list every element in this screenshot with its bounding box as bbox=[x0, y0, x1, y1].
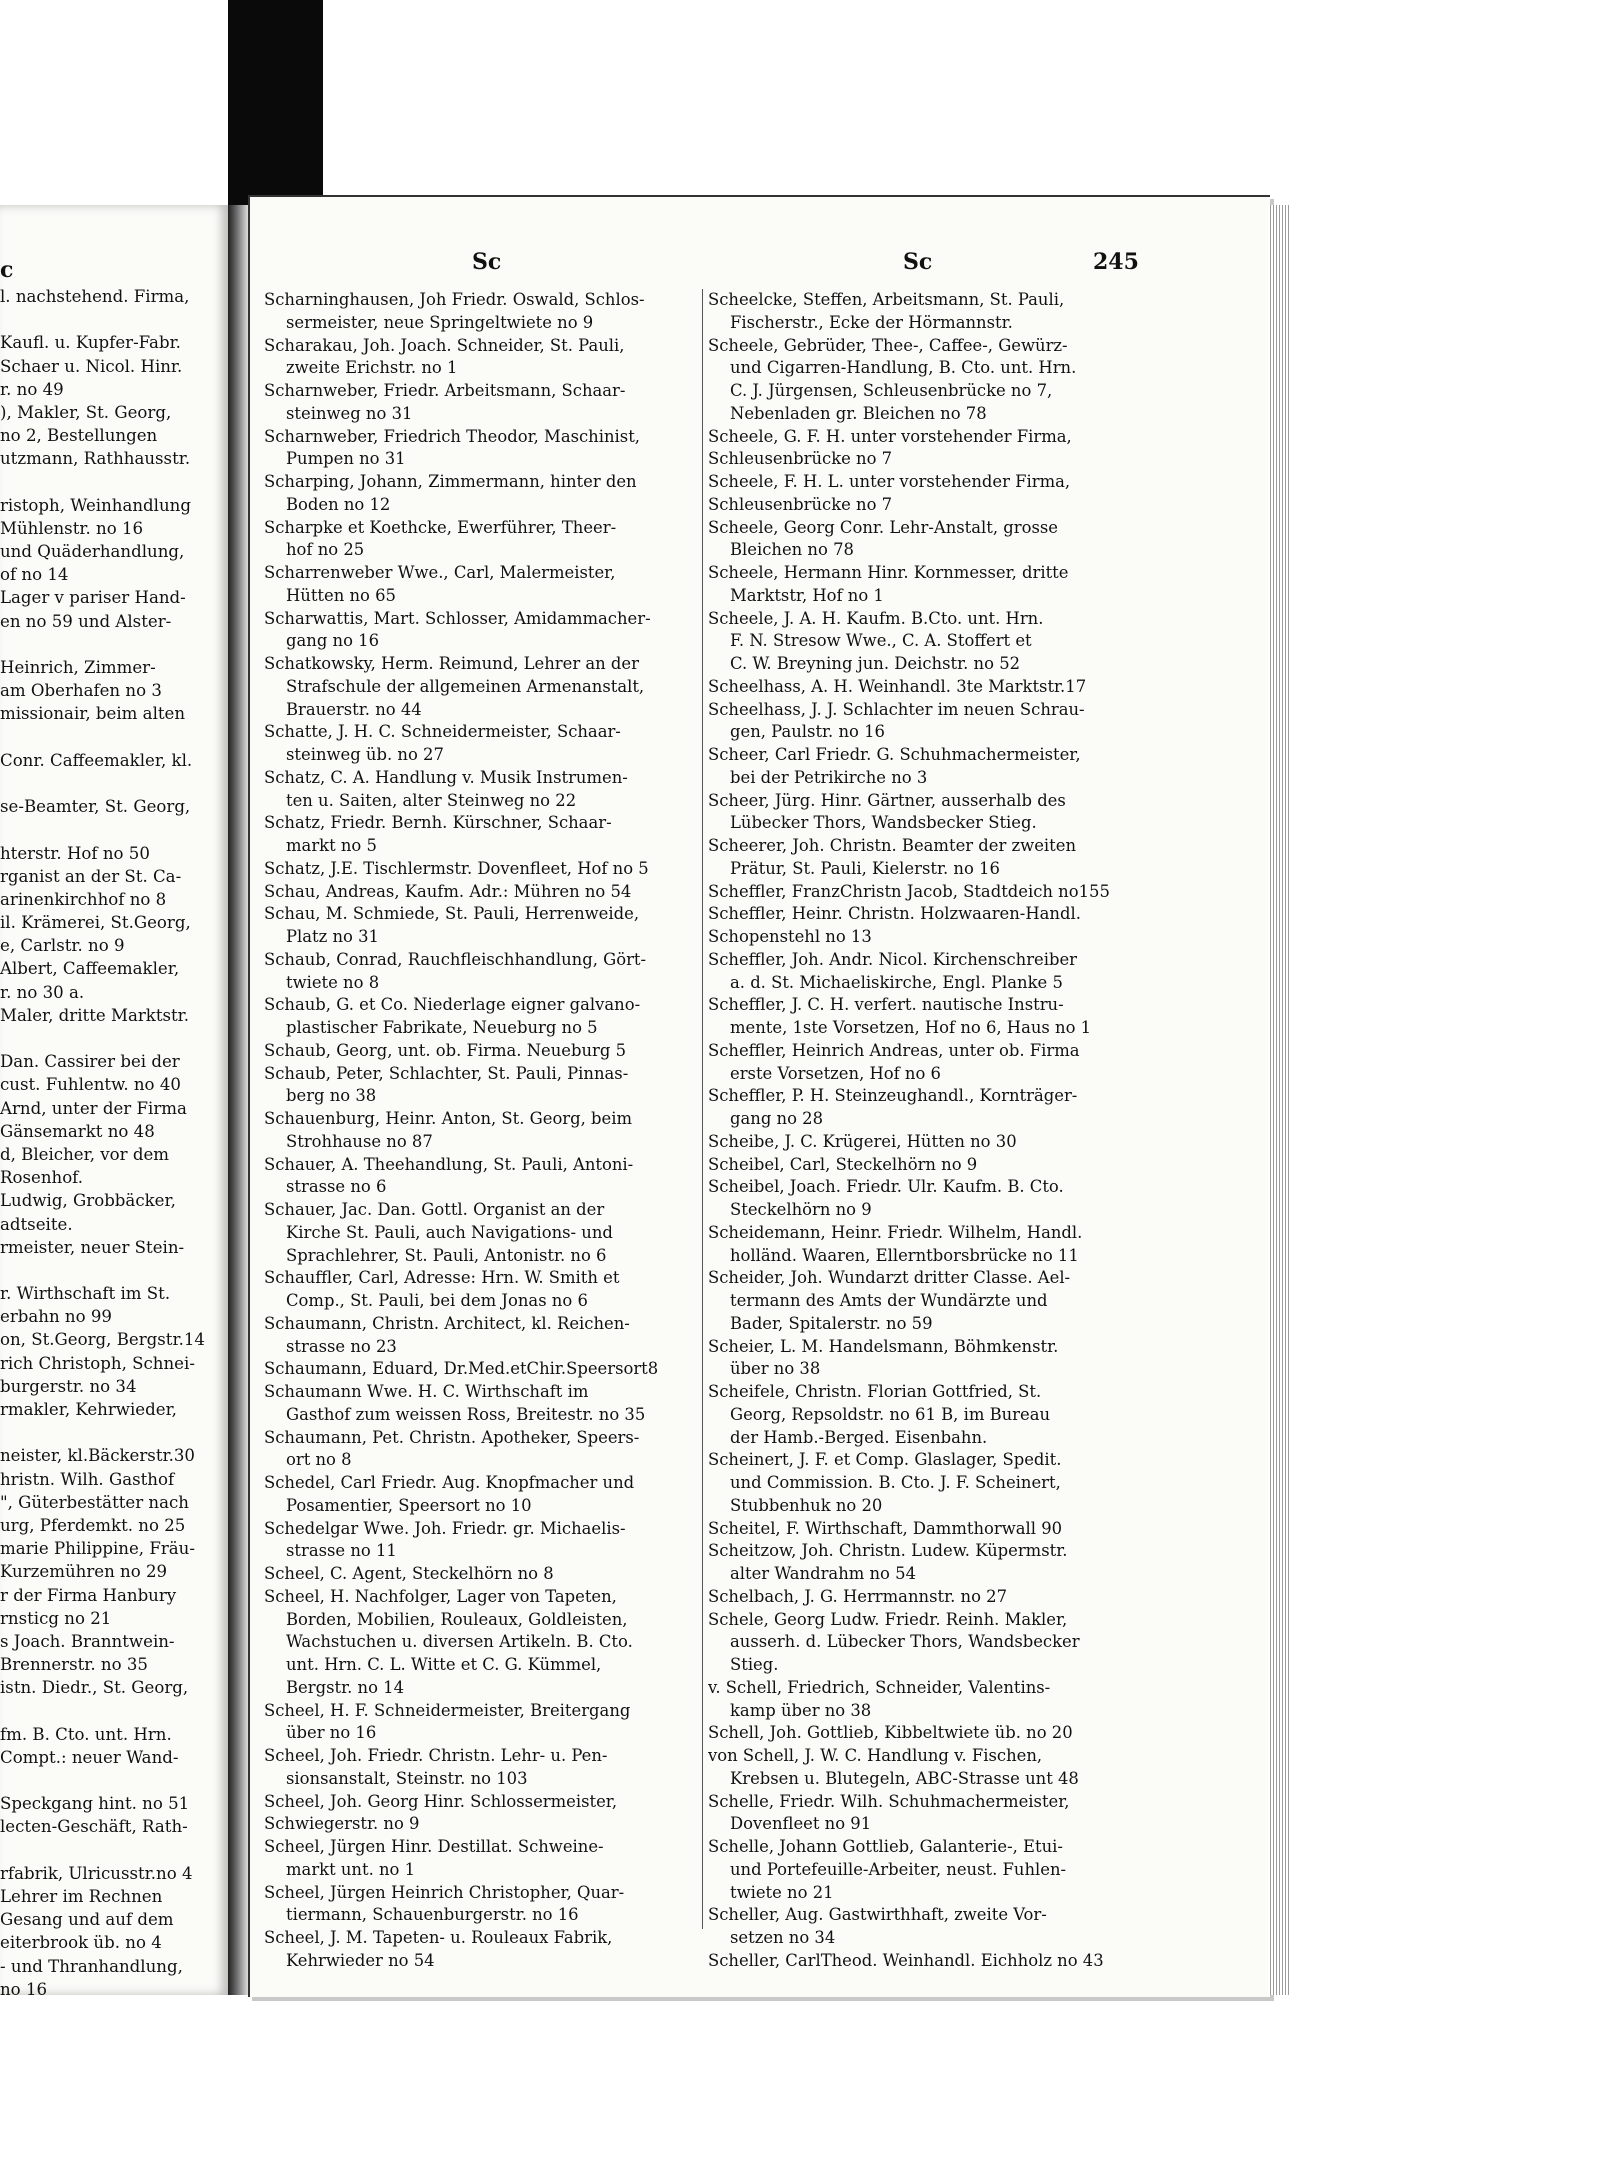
left-page-line bbox=[0, 308, 216, 331]
left-page-line: rmakler, Kehrwieder, bbox=[0, 1400, 177, 1419]
entry-line: Strohhause no 87 bbox=[286, 1131, 433, 1151]
entry-line: Schell, Joh. Gottlieb, Kibbeltwiete üb. no 20 bbox=[708, 1723, 1073, 1743]
entry-line: Scheel, H. Nachfolger, Lager von Tapeten, bbox=[264, 1586, 617, 1606]
entry-line: Brauerstr. no 44 bbox=[286, 699, 422, 719]
left-page-line bbox=[0, 818, 216, 841]
entry-line: Scheller, CarlTheod. Weinhandl. Eichholz no 43 bbox=[708, 1950, 1104, 1970]
left-page-line: on, St.Georg, Bergstr.14 bbox=[0, 1330, 205, 1350]
entry-line: Scharnweber, Friedr. Arbeitsmann, Schaar- bbox=[264, 381, 626, 400]
entry-line: Scheibel, Joach. Friedr. Ulr. Kaufm. B. Cto. bbox=[708, 1177, 1064, 1197]
entry-line: F. N. Stresow Wwe., C. A. Stoffert et bbox=[730, 631, 1032, 651]
entry-line: Schaub, Georg, unt. ob. Firma. Neueburg 5 bbox=[264, 1040, 627, 1060]
entry-line: Schelle, Friedr. Wilh. Schuhmachermeister, bbox=[708, 1791, 1070, 1811]
left-page-line: istn. Diedr., St. Georg, bbox=[0, 1678, 189, 1698]
entry-line: und Commission. B. Cto. J. F. Scheinert, bbox=[730, 1473, 1061, 1492]
left-page-text bbox=[0, 285, 216, 2001]
left-page-line: il. Krämerei, St.Georg, bbox=[0, 913, 191, 933]
left-page-line: rich Christoph, Schnei- bbox=[0, 1353, 195, 1373]
entry-line: Scheelhass, J. J. Schlachter im neuen Schrau- bbox=[708, 699, 1085, 719]
header-letters-left: Sc bbox=[472, 249, 502, 275]
left-page-line: lecten-Geschäft, Rath- bbox=[0, 1817, 188, 1837]
entry-line: Scheel, Jürgen Hinr. Destillat. Schweine- bbox=[264, 1837, 604, 1856]
entry-line: Scharrenweber Wwe., Carl, Malermeister, bbox=[264, 563, 616, 582]
left-page-line: Mühlenstr. no 16 bbox=[0, 518, 144, 538]
entry-line: Schele, Georg Ludw. Friedr. Reinh. Makler, bbox=[708, 1609, 1068, 1629]
left-page-line: r der Firma Hanbury bbox=[0, 1585, 177, 1605]
entry-line: Scheibe, J. C. Krügerei, Hütten no 30 bbox=[708, 1131, 1017, 1151]
left-page-line: ristoph, Weinhandlung bbox=[0, 495, 191, 515]
left-page-line: rfabrik, Ulricusstr.no 4 bbox=[0, 1863, 193, 1883]
entry-line: und Cigarren-Handlung, B. Cto. unt. Hrn. bbox=[730, 358, 1077, 378]
entry-line: Scheerer, Joh. Christn. Beamter der zweiten bbox=[708, 836, 1076, 855]
left-page-line bbox=[0, 1027, 216, 1050]
entry-line: mente, 1ste Vorsetzen, Hof no 6, Haus no 1 bbox=[730, 1018, 1092, 1037]
entry-line: Hütten no 65 bbox=[286, 585, 396, 605]
left-page-line: erbahn no 99 bbox=[0, 1307, 112, 1327]
left-page-line: Ludwig, Grobbäcker, bbox=[0, 1191, 176, 1211]
left-page-line: Brennerstr. no 35 bbox=[0, 1655, 148, 1675]
entry-line: Scheidemann, Heinr. Friedr. Wilhelm, Handl. bbox=[708, 1222, 1083, 1242]
entry-line: Scheider, Joh. Wundarzt dritter Classe. Ael- bbox=[708, 1268, 1071, 1288]
entry-line: Scheel, J. M. Tapeten- u. Rouleaux Fabrik, bbox=[264, 1928, 613, 1947]
entry-line: strasse no 11 bbox=[286, 1541, 397, 1561]
entry-line: Scheer, Jürg. Hinr. Gärtner, ausserhalb des bbox=[708, 790, 1066, 810]
left-page-line: Gänsemarkt no 48 bbox=[0, 1121, 155, 1141]
left-page-line: adtseite. bbox=[0, 1214, 73, 1234]
entry-line: der Hamb.-Berged. Eisenbahn. bbox=[730, 1427, 988, 1447]
entry-line: Schleusenbrücke no 7 bbox=[708, 494, 893, 514]
entry-line: Bleichen no 78 bbox=[730, 540, 854, 560]
left-page-line: Heinrich, Zimmer- bbox=[0, 658, 156, 677]
left-page-line: utzmann, Rathhausstr. bbox=[0, 449, 191, 469]
left-page-line: rganist an der St. Ca- bbox=[0, 866, 182, 886]
entry-line: steinweg no 31 bbox=[286, 403, 413, 423]
left-page-line bbox=[0, 633, 216, 656]
left-page-line bbox=[0, 1769, 216, 1792]
left-page-line: arinenkirchhof no 8 bbox=[0, 889, 167, 909]
entry-line: Schedelgar Wwe. Joh. Friedr. gr. Michaelis- bbox=[264, 1518, 626, 1538]
entry-line: termann des Amts der Wundärzte und bbox=[730, 1291, 1048, 1310]
entry-line: gen, Paulstr. no 16 bbox=[730, 722, 885, 742]
left-page-line: am Oberhafen no 3 bbox=[0, 681, 162, 701]
entry-line: Scheinert, J. F. et Comp. Glaslager, Spedit. bbox=[708, 1450, 1062, 1470]
right-page bbox=[248, 195, 1270, 1997]
entry-line: Kehrwieder no 54 bbox=[286, 1950, 435, 1970]
left-page-line: r. Wirthschaft im St. bbox=[0, 1284, 171, 1304]
left-page-line: rmeister, neuer Stein- bbox=[0, 1237, 185, 1257]
entry-line: gang no 16 bbox=[286, 631, 380, 651]
entry-line: Scheier, L. M. Handelsmann, Böhmkenstr. bbox=[708, 1336, 1059, 1356]
left-page-line: Kaufl. u. Kupfer-Fabr. bbox=[0, 333, 181, 353]
entry-line: Scheel, Joh. Georg Hinr. Schlossermeister, bbox=[264, 1791, 618, 1811]
entry-line: Gasthof zum weissen Ross, Breitestr. no 35 bbox=[286, 1404, 646, 1424]
left-page-line bbox=[0, 772, 216, 795]
entry-line: ausserh. d. Lübecker Thors, Wandsbecker bbox=[730, 1632, 1080, 1652]
entry-line: Schau, M. Schmiede, St. Pauli, Herrenweide, bbox=[264, 904, 640, 924]
left-page-line: ), Makler, St. Georg, bbox=[0, 402, 172, 422]
entry-line: Scheffler, FranzChristn Jacob, Stadtdeich no155 bbox=[708, 881, 1110, 901]
entry-line: Schelbach, J. G. Herrmannstr. no 27 bbox=[708, 1586, 1008, 1606]
entry-line: Schaumann Wwe. H. C. Wirthschaft im bbox=[264, 1382, 589, 1401]
entry-line: von Schell, J. W. C. Handlung v. Fischen, bbox=[708, 1746, 1043, 1765]
entry-line: Scheele, Georg Conr. Lehr-Anstalt, grosse bbox=[708, 517, 1058, 537]
entry-line: Scheifele, Christn. Florian Gottfried, St. bbox=[708, 1382, 1042, 1401]
left-page-line: Schaer u. Nicol. Hinr. bbox=[0, 356, 183, 376]
left-page-line: Lager v pariser Hand- bbox=[0, 588, 186, 608]
entry-line: Scheelcke, Steffen, Arbeitsmann, St. Pauli, bbox=[708, 290, 1065, 309]
left-page-line: Albert, Caffeemakler, bbox=[0, 959, 180, 979]
entry-line: Schleusenbrücke no 7 bbox=[708, 449, 893, 469]
left-page-line: of no 14 bbox=[0, 565, 69, 585]
entry-line: Scharpke et Koethcke, Ewerführer, Theer- bbox=[264, 517, 617, 537]
entry-line: C. J. Jürgensen, Schleusenbrücke no 7, bbox=[730, 381, 1053, 400]
entry-line: Dovenfleet no 91 bbox=[730, 1814, 872, 1834]
entry-line: über no 16 bbox=[286, 1723, 377, 1743]
entry-line: Nebenladen gr. Bleichen no 78 bbox=[730, 403, 987, 423]
left-page-line: urg, Pferdemkt. no 25 bbox=[0, 1515, 186, 1535]
entry-line: berg no 38 bbox=[286, 1086, 377, 1106]
entry-line: strasse no 6 bbox=[286, 1177, 387, 1197]
entry-line: bei der Petrikirche no 3 bbox=[730, 767, 928, 787]
entry-line: Scharping, Johann, Zimmermann, hinter den bbox=[264, 472, 637, 491]
entry-line: Platz no 31 bbox=[286, 927, 379, 946]
entry-line: Scheelhass, A. H. Weinhandl. 3te Marktstr.17 bbox=[708, 676, 1087, 696]
header-letters-right: Sc bbox=[903, 249, 933, 275]
entry-line: Scheffler, Heinr. Christn. Holzwaaren-Handl. bbox=[708, 904, 1081, 924]
left-page-line: no 16 bbox=[0, 1979, 48, 1999]
entry-line: und Portefeuille-Arbeiter, neust. Fuhlen- bbox=[730, 1859, 1067, 1879]
entry-line: erste Vorsetzen, Hof no 6 bbox=[730, 1063, 941, 1083]
entry-line: Scheel, C. Agent, Steckelhörn no 8 bbox=[264, 1564, 554, 1583]
entry-line: Fischerstr., Ecke der Hörmannstr. bbox=[730, 312, 1013, 332]
entry-line: Schauer, A. Theehandlung, St. Pauli, Antoni- bbox=[264, 1154, 634, 1174]
entry-line: Schatte, J. H. C. Schneidermeister, Schaar- bbox=[264, 722, 621, 742]
left-page-line: Arnd, unter der Firma bbox=[0, 1098, 187, 1118]
entry-line: tiermann, Schauenburgerstr. no 16 bbox=[286, 1905, 579, 1925]
entry-line: Marktstr, Hof no 1 bbox=[730, 585, 884, 605]
entry-line: Scheitel, F. Wirthschaft, Dammthorwall 90 bbox=[708, 1518, 1063, 1538]
left-page-line: r. no 30 a. bbox=[0, 982, 85, 1002]
entry-line: Schauffler, Carl, Adresse: Hrn. W. Smith et bbox=[264, 1268, 620, 1288]
entry-line: Prätur, St. Pauli, Kielerstr. no 16 bbox=[730, 858, 1000, 878]
left-page bbox=[0, 205, 228, 1999]
entry-line: Borden, Mobilien, Rouleaux, Goldleisten, bbox=[286, 1609, 628, 1629]
entry-line: sionsanstalt, Steinstr. no 103 bbox=[286, 1768, 528, 1788]
gutter-shadow bbox=[228, 205, 248, 1995]
page-edges bbox=[1268, 205, 1290, 1995]
left-page-line: burgerstr. no 34 bbox=[0, 1376, 137, 1396]
left-page-line: rnsticg no 21 bbox=[0, 1608, 112, 1628]
entry-line: Scheele, G. F. H. unter vorstehender Firma, bbox=[708, 426, 1072, 446]
left-page-line bbox=[0, 1421, 216, 1444]
entry-line: Posamentier, Speersort no 10 bbox=[286, 1495, 532, 1515]
entry-line: Schaumann, Pet. Christn. Apotheker, Speers- bbox=[264, 1427, 640, 1447]
entry-line: Wachstuchen u. diversen Artikeln. B. Cto. bbox=[286, 1632, 633, 1652]
left-page-line bbox=[0, 471, 216, 494]
entry-line: C. W. Breyning jun. Deichstr. no 52 bbox=[730, 654, 1021, 673]
entry-line: twiete no 8 bbox=[286, 972, 380, 992]
left-page-line bbox=[0, 1839, 216, 1862]
left-page-line: Gesang und auf dem bbox=[0, 1910, 174, 1930]
entry-line: Schwiegerstr. no 9 bbox=[264, 1814, 420, 1834]
entries-column-right bbox=[708, 289, 1158, 1973]
entry-line: Scheibel, Carl, Steckelhörn no 9 bbox=[708, 1154, 978, 1174]
entry-line: Schauer, Jac. Dan. Gottl. Organist an der bbox=[264, 1200, 605, 1219]
left-page-line: se-Beamter, St. Georg, bbox=[0, 797, 191, 817]
left-page-line: Speckgang hint. no 51 bbox=[0, 1794, 190, 1814]
entry-line: Scharwattis, Mart. Schlosser, Amidammacher- bbox=[264, 608, 651, 628]
entry-line: Scheer, Carl Friedr. G. Schuhmachermeister, bbox=[708, 745, 1081, 764]
entry-line: Scheel, Jürgen Heinrich Christopher, Quar- bbox=[264, 1882, 625, 1902]
entry-line: Schau, Andreas, Kaufm. Adr.: Mühren no 54 bbox=[264, 881, 632, 901]
entry-line: Scharninghausen, Joh Friedr. Oswald, Schlos- bbox=[264, 290, 645, 309]
entry-line: Scheffler, Joh. Andr. Nicol. Kirchenschreiber bbox=[708, 949, 1078, 969]
entry-line: Scheffler, Heinrich Andreas, unter ob. Firma bbox=[708, 1040, 1080, 1060]
entry-line: über no 38 bbox=[730, 1359, 821, 1379]
entry-line: holländ. Waaren, Ellerntborsbrücke no 11 bbox=[730, 1245, 1079, 1265]
entry-line: Georg, Repsoldstr. no 61 B, im Bureau bbox=[730, 1404, 1051, 1424]
left-page-line: Maler, dritte Marktstr. bbox=[0, 1005, 190, 1025]
left-page-line: Rosenhof. bbox=[0, 1168, 84, 1188]
entry-line: Strafschule der allgemeinen Armenanstalt, bbox=[286, 676, 645, 696]
entry-line: Scheele, J. A. H. Kaufm. B.Cto. unt. Hrn. bbox=[708, 608, 1044, 628]
entry-line: Steckelhörn no 9 bbox=[730, 1200, 872, 1219]
entry-line: Scheffler, P. H. Steinzeughandl., Kornträger- bbox=[708, 1086, 1078, 1106]
entry-line: Schedel, Carl Friedr. Aug. Knopfmacher und bbox=[264, 1473, 635, 1492]
entry-line: steinweg üb. no 27 bbox=[286, 745, 444, 764]
left-page-line: neister, kl.Bäckerstr.30 bbox=[0, 1446, 195, 1466]
entry-line: Lübecker Thors, Wandsbecker Stieg. bbox=[730, 813, 1037, 833]
entry-line: Schatz, Friedr. Bernh. Kürschner, Schaar- bbox=[264, 813, 612, 833]
left-page-line: eiterbrook üb. no 4 bbox=[0, 1933, 162, 1953]
left-page-line: cust. Fuhlentw. no 40 bbox=[0, 1075, 181, 1095]
entry-line: Sprachlehrer, St. Pauli, Antonistr. no 6 bbox=[286, 1245, 607, 1265]
left-page-line: hterstr. Hof no 50 bbox=[0, 843, 150, 863]
entry-line: Boden no 12 bbox=[286, 494, 391, 514]
entry-line: Schopenstehl no 13 bbox=[708, 927, 872, 946]
entry-line: unt. Hrn. C. L. Witte et C. G. Kümmel, bbox=[286, 1655, 602, 1674]
left-page-line: Conr. Caffeemakler, kl. bbox=[0, 750, 193, 770]
entry-line: Stieg. bbox=[730, 1655, 779, 1674]
entry-line: Schauenburg, Heinr. Anton, St. Georg, beim bbox=[264, 1109, 633, 1128]
entry-line: Schaub, Conrad, Rauchfleischhandlung, Gört- bbox=[264, 949, 647, 969]
entry-line: Stubbenhuk no 20 bbox=[730, 1495, 883, 1515]
entry-line: Schelle, Johann Gottlieb, Galanterie-, Etui- bbox=[708, 1837, 1063, 1856]
entry-line: Scheitzow, Joh. Christn. Ludew. Küpermstr. bbox=[708, 1541, 1068, 1561]
entries-column-left bbox=[264, 289, 700, 1973]
entry-line: Bader, Spitalerstr. no 59 bbox=[730, 1313, 933, 1333]
entry-line: alter Wandrahm no 54 bbox=[730, 1564, 916, 1583]
left-page-line: Compt.: neuer Wand- bbox=[0, 1747, 179, 1767]
entry-line: Pumpen no 31 bbox=[286, 449, 406, 469]
entry-line: Scharnweber, Friedrich Theodor, Maschinist, bbox=[264, 426, 640, 446]
entry-line: kamp über no 38 bbox=[730, 1700, 872, 1720]
left-page-line: r. no 49 bbox=[0, 379, 64, 399]
left-page-line: hristn. Wilh. Gasthof bbox=[0, 1469, 175, 1489]
entry-line: Schaub, Peter, Schlachter, St. Pauli, Pinnas- bbox=[264, 1063, 629, 1083]
page-number: 245 bbox=[1093, 249, 1139, 275]
entry-line: markt unt. no 1 bbox=[286, 1859, 416, 1879]
left-page-line: und Quäderhandlung, bbox=[0, 542, 185, 562]
entry-line: Kirche St. Pauli, auch Navigations- und bbox=[286, 1222, 613, 1242]
entry-line: plastischer Fabrikate, Neueburg no 5 bbox=[286, 1018, 598, 1037]
left-page-line: fm. B. Cto. unt. Hrn. bbox=[0, 1724, 172, 1744]
entry-line: twiete no 21 bbox=[730, 1882, 834, 1902]
entry-line: Krebsen u. Blutegeln, ABC-Strasse unt 48 bbox=[730, 1768, 1079, 1788]
left-page-line: Lehrer im Rechnen bbox=[0, 1886, 163, 1906]
left-page-header: c bbox=[0, 257, 14, 283]
left-page-line: Dan. Cassirer bei der bbox=[0, 1052, 180, 1072]
entry-line: Scheffler, J. C. H. verfert. nautische Instru- bbox=[708, 995, 1064, 1015]
entry-line: Comp., St. Pauli, bei dem Jonas no 6 bbox=[286, 1291, 588, 1310]
entry-line: Scharakau, Joh. Joach. Schneider, St. Pauli, bbox=[264, 335, 625, 355]
entry-line: Schatkowsky, Herm. Reimund, Lehrer an der bbox=[264, 654, 639, 673]
entry-line: v. Schell, Friedrich, Schneider, Valentins- bbox=[708, 1677, 1051, 1697]
entry-line: Schaub, G. et Co. Niederlage eigner galvano- bbox=[264, 995, 641, 1015]
left-page-line: s Joach. Branntwein- bbox=[0, 1631, 175, 1651]
left-page-line: e, Carlstr. no 9 bbox=[0, 936, 125, 956]
entry-line: Scheele, Hermann Hinr. Kornmesser, dritte bbox=[708, 563, 1069, 582]
left-page-line bbox=[0, 1699, 216, 1722]
entry-line: Schaumann, Eduard, Dr.Med.etChir.Speersort8 bbox=[264, 1359, 659, 1379]
entry-line: Schatz, J.E. Tischlermstr. Dovenfleet, Hof no 5 bbox=[264, 858, 649, 878]
entry-line: Schatz, C. A. Handlung v. Musik Instrumen- bbox=[264, 767, 628, 787]
entry-line: ort no 8 bbox=[286, 1450, 352, 1470]
left-page-line: marie Philippine, Fräu- bbox=[0, 1539, 195, 1559]
entry-line: sermeister, neue Springeltwiete no 9 bbox=[286, 312, 594, 332]
left-page-line bbox=[0, 726, 216, 749]
left-page-line: Kurzemühren no 29 bbox=[0, 1562, 168, 1582]
entry-line: Schaumann, Christn. Architect, kl. Reichen- bbox=[264, 1313, 630, 1333]
entry-line: strasse no 23 bbox=[286, 1336, 397, 1356]
entry-line: zweite Erichstr. no 1 bbox=[286, 358, 458, 378]
entry-line: Bergstr. no 14 bbox=[286, 1677, 405, 1697]
entry-line: Scheel, H. F. Schneidermeister, Breitergang bbox=[264, 1700, 631, 1720]
left-page-line: missionair, beim alten bbox=[0, 704, 186, 724]
entry-line: Scheele, Gebrüder, Thee-, Caffee-, Gewürz- bbox=[708, 335, 1068, 355]
column-divider bbox=[702, 289, 703, 1929]
left-page-line bbox=[0, 1259, 216, 1282]
entry-line: Scheele, F. H. L. unter vorstehender Firma, bbox=[708, 472, 1071, 491]
entry-line: gang no 28 bbox=[730, 1109, 824, 1128]
entry-line: Scheel, Joh. Friedr. Christn. Lehr- u. Pen- bbox=[264, 1746, 608, 1765]
book-spine bbox=[228, 0, 323, 215]
left-page-line: en no 59 und Alster- bbox=[0, 611, 172, 631]
left-page-line: no 2, Bestellungen bbox=[0, 426, 158, 446]
left-page-line: ", Güterbestätter nach bbox=[0, 1492, 189, 1512]
left-page-line: l. nachstehend. Firma, bbox=[0, 287, 190, 306]
entry-line: a. d. St. Michaeliskirche, Engl. Planke 5 bbox=[730, 972, 1063, 992]
entry-line: markt no 5 bbox=[286, 836, 377, 855]
left-page-line: d, Bleicher, vor dem bbox=[0, 1144, 170, 1164]
entry-line: setzen no 34 bbox=[730, 1928, 836, 1947]
entry-line: ten u. Saiten, alter Steinweg no 22 bbox=[286, 790, 577, 810]
entry-line: Scheller, Aug. Gastwirthhaft, zweite Vor- bbox=[708, 1905, 1047, 1925]
left-page-line: - und Thranhandlung, bbox=[0, 1956, 183, 1976]
entry-line: hof no 25 bbox=[286, 540, 365, 560]
